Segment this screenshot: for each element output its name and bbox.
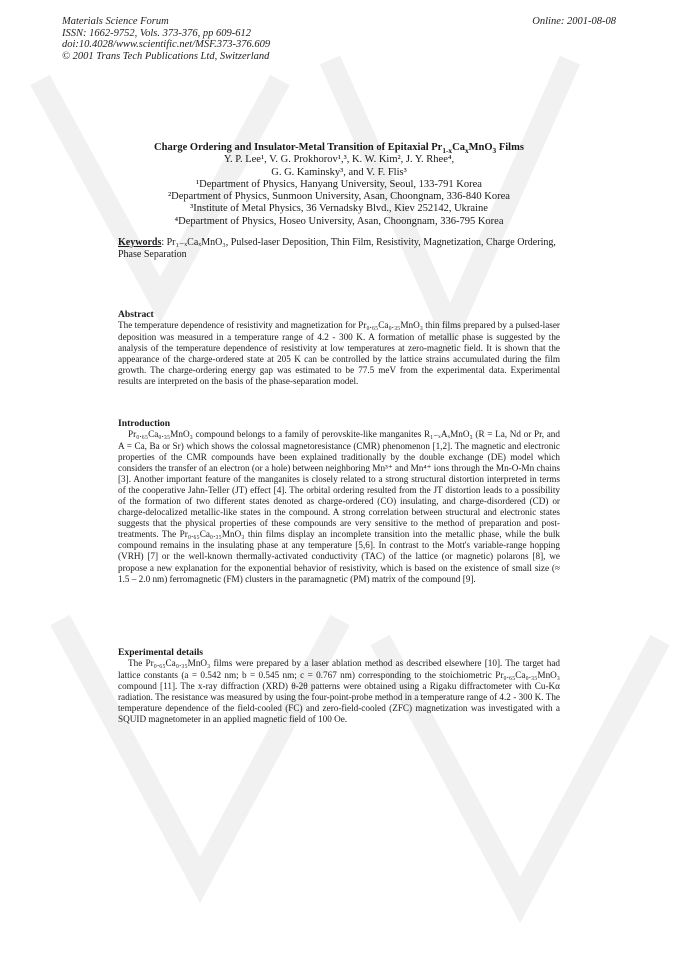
keywords bbox=[118, 237, 560, 262]
affiliation: ⁴Department of Physics, Hoseo University, Asan, Choongnam, 336-795 Korea bbox=[174, 215, 504, 227]
experimental-section bbox=[118, 647, 560, 725]
experimental-text: The Pr₀.₆₅Ca₀.₃₅MnO₃ films were prepared by a laser ablation method as described elsewhere [10]. The target had lattice constants (a = 0.542 nm; b = 0.545 nm; c = 0.767 nm) corresponding to the stoichiometric Pr₀.₆₅Ca₀.₃₅MnO₃ compound [11]. The x-ray diffraction (XRD) θ-2θ patterns were obtained using a Rigaku diffractometer with Cu-Kα radiation. The resistance was measured by using the four-point-probe method in a temperature range of 4.2 - 300 K. The temperature dependence of the field-cooled (FC) and zero-field-cooled (ZFC) magnetization was investigated with a SQUID magnetometer in an applied magnetic field of 100 Oe. bbox=[118, 658, 560, 724]
keywords-label: Keywords bbox=[118, 237, 162, 248]
online-date: Online: 2001-08-08 bbox=[532, 16, 616, 27]
copyright-line: © 2001 Trans Tech Publications Ltd, Switzerland bbox=[62, 50, 270, 62]
journal-name: Materials Science Forum bbox=[62, 16, 169, 27]
experimental-heading: Experimental details bbox=[118, 647, 204, 658]
affiliation: ³Institute of Metal Physics, 36 Vernadsky Blvd., Kiev 252142, Ukraine bbox=[190, 203, 488, 215]
keywords-text: : Pr₁₋ₓCaₓMnO₃, Pulsed-laser Deposition, Thin Film, Resistivity, Magnetization, Charge Ordering, Phase Separation bbox=[118, 237, 556, 261]
introduction-heading: Introduction bbox=[118, 418, 171, 429]
affiliation: ²Department of Physics, Sunmoon University, Asan, Choongnam, 336-840 Korea bbox=[168, 191, 510, 203]
journal-header bbox=[62, 16, 392, 62]
abstract-section bbox=[118, 309, 560, 387]
authors-line-1: Y. P. Lee¹, V. G. Prokhorov¹,³, K. W. Kim², J. Y. Rhee⁴, bbox=[223, 154, 455, 166]
abstract-heading: Abstract bbox=[118, 309, 154, 320]
affiliation: ¹Department of Physics, Hanyang University, Seoul, 133-791 Korea bbox=[196, 178, 482, 190]
doi-link[interactable]: doi:10.4028/www.scientific.net/MSF.373-376.609 bbox=[62, 39, 271, 51]
title-block bbox=[118, 142, 560, 228]
paper-title: Charge Ordering and Insulator-Metal Transition of Epitaxial $Pr_{1-x}Ca_xMnO_3$ Films bbox=[154, 142, 524, 156]
issn-line: ISSN: 1662-9752, Vols. 373-376, pp 609-612 bbox=[62, 27, 251, 39]
abstract-text: The temperature dependence of resistivity and magnetization for Pr₀.₆₅Ca₀.₃₅MnO₃ thin films prepared by a pulsed-laser deposition was measured in a temperature range of 4.2 - 300 K. A formation of metallic phase is suggested by the analysis of the temperature dependence of resistivity at low temperatures at zero-magnetic field. It is shown that the appearance of the charge-ordered state at 205 K can be controlled by the lattice strains accumulated during the film growth. The charge-ordering energy gap was estimated to be 77.5 meV from the experimental data. Experimental results are interpreted on the basis of the phase-separation model. bbox=[118, 320, 560, 386]
authors-line-2: G. G. Kaminsky³, and V. F. Flis³ bbox=[271, 166, 407, 178]
introduction-text: Pr₀.₆₅Ca₀.₃₅MnO₃ compound belongs to a family of perovskite-like manganites R₁₋ₓAₓMnO₃ (R = La, Nd or Pr, and A = Ca, Ba or Sr) which shows the colossal magnetoresistance (CMR) phenomenon [1,2]. The magnetic and electronic properties of the CMR compounds have been explained traditionally by the double exchange (DE) model which considers the transfer of an electron (or a hole) between neighboring Mn³⁺ and Mn⁴⁺ ions through the Mn-O-Mn chains [3]. Another important feature of the manganites is closely related to a strong structural distortion interpreted in terms of the cooperative Jahn-Teller (JT) effect [4]. The orbital ordering resulted from the JT distortion leads to a possibility of the formation of two different states denoted as charge-ordered (CO) insulating, and charge-disordered (CD) or charge-delocalized metallic-like states in the compound. A strong correlation between structural and electronic states suggests that the physical properties of these compounds are very sensitive to the method of preparation and post-treatments. The Pr₀.₆₅Ca₀.₃₅MnO₃ thin films display an incomplete transition into the metallic phase, while the bulk compound remains in the insulating phase at any temperature [5,6]. In contrast to the Mott's variable-range hopping (VRH) [7] or the well-known thermally-activated conductivity (TAC) of the lattice (or magnetic) polarons [8], we propose a new explanation for the exponential behavior of resistivity, which is based on the existence of small size (≈ 1.5 – 2.0 nm) ferromagnetic (FM) clusters in the paramagnetic (PM) matrix of the compound [9]. bbox=[118, 429, 560, 584]
introduction-section bbox=[118, 418, 560, 585]
